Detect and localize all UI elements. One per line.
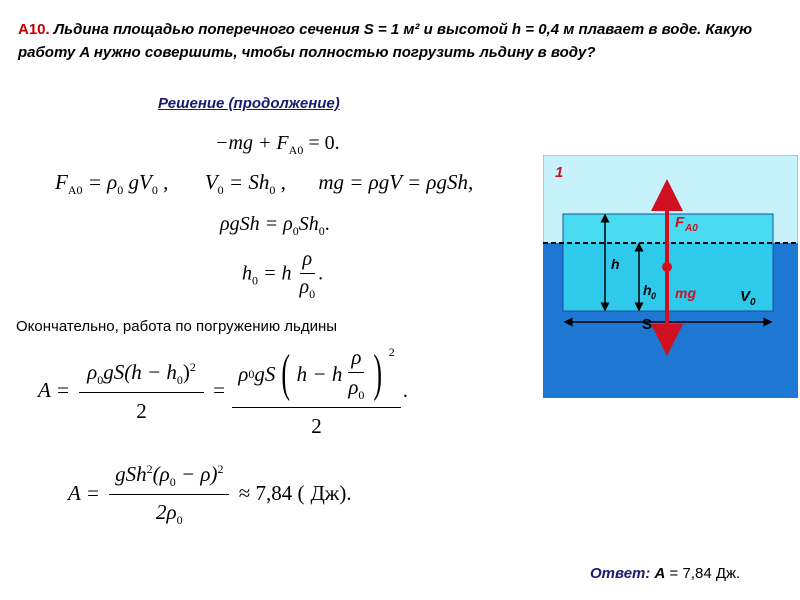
eq5-f1-sup: 2 xyxy=(189,360,196,374)
eq5-inner-den-sub: 0 xyxy=(358,388,365,403)
eq1-end: = 0. xyxy=(303,132,340,154)
eq5-f2-rho: ρ xyxy=(238,361,249,386)
eq3-bsub: 0 xyxy=(318,224,325,238)
eq3-b: Sh xyxy=(298,213,319,235)
eq6-rho0: (ρ xyxy=(152,462,170,486)
eq4-h: h xyxy=(242,262,252,285)
answer-label: Ответ: xyxy=(590,565,651,582)
eq4-den: ρ xyxy=(299,276,310,298)
equation-equilibrium xyxy=(220,213,330,239)
eq2-gv-sub: 0 xyxy=(151,183,158,198)
eq6-den: 2ρ xyxy=(155,500,177,525)
eq5-fraction2: ρ 0 gS ( h − h $\frac{\rho}{\rho_0}$ ) $^2$ 2 xyxy=(232,345,401,439)
solution-title: Решение (продолжение) xyxy=(158,95,340,112)
eq5-f2-rho-sub: 0 xyxy=(248,366,255,381)
answer-value: = 7,84 Дж. xyxy=(665,565,741,582)
eq5-f1-den: 2 xyxy=(136,399,147,424)
eq2-mg: mg = ρgV = ρgSh, xyxy=(318,170,474,194)
eq2-v-sub: 0 xyxy=(217,183,224,198)
eq2-gv: gV xyxy=(123,170,152,194)
gravity-label: mg xyxy=(675,285,696,301)
eq2-comma2: , xyxy=(275,170,286,194)
eq5-f1-rho-sub: 0 xyxy=(97,373,104,388)
answer-var: A xyxy=(654,565,666,582)
eq5-eqsign: = xyxy=(213,377,225,402)
eq6-end: ). xyxy=(339,481,352,505)
eq3-c: . xyxy=(324,213,330,235)
eq2-rho-sub: 0 xyxy=(117,183,124,198)
eq2-f: F xyxy=(55,170,68,194)
eq5-inner-num: ρ xyxy=(351,345,362,369)
answer-line xyxy=(590,565,740,582)
buoyancy-label-sub: A0 xyxy=(685,223,698,234)
eq6-unit: Дж xyxy=(310,481,340,505)
eq5-f1-gs: gS(h − h xyxy=(103,360,177,384)
equation-definitions xyxy=(55,170,473,198)
volume-label: V xyxy=(740,288,751,305)
eq5-fraction1 xyxy=(79,360,204,424)
eq5-lhs: A = xyxy=(38,377,70,402)
center-of-mass-dot xyxy=(662,262,672,272)
eq4-num: ρ xyxy=(302,248,313,270)
equation-work xyxy=(38,345,408,439)
area-label: S xyxy=(642,316,653,333)
problem-number: А10. xyxy=(18,21,50,38)
eq2-rho: = ρ xyxy=(82,170,118,194)
eq2-sh-sub: 0 xyxy=(269,183,276,198)
volume-label-sub: 0 xyxy=(750,297,756,308)
equation-force-balance xyxy=(215,132,340,158)
eq6-sup: 2 xyxy=(217,462,224,476)
conclusion-text: Окончательно, работа по погружению льдины xyxy=(16,318,338,335)
eq4-den-sub: 0 xyxy=(309,287,316,301)
equation-h0 xyxy=(242,248,323,302)
eq6-gsh: gSh xyxy=(115,462,147,486)
eq6-lhs: A = xyxy=(68,481,100,505)
eq2-v: V xyxy=(204,170,218,194)
figure-number: 1 xyxy=(555,164,564,181)
eq5-inner-den: ρ xyxy=(348,375,359,399)
eq3-asub: 0 xyxy=(292,224,299,238)
ice-floe-diagram xyxy=(543,155,798,398)
equation-result xyxy=(68,462,352,528)
eq5-f1-rho: ρ xyxy=(87,360,98,384)
eq5-f2-den: 2 xyxy=(311,414,322,439)
eq6-den-sub: 0 xyxy=(176,513,183,528)
eq5-inner-fraction xyxy=(345,345,367,403)
eq5-f1-close: ) xyxy=(182,360,190,384)
eq5-end: . xyxy=(402,377,408,402)
eq5-f2-h: h − h xyxy=(296,361,343,386)
eq5-f2-gs: gS xyxy=(254,361,276,386)
eq2-sh: = Sh xyxy=(223,170,270,194)
eq4-h-sub: 0 xyxy=(252,273,258,288)
submerged-label-sub: 0 xyxy=(651,291,657,301)
eq4-end: . xyxy=(318,262,324,285)
height-label: h xyxy=(611,256,620,272)
eq4-fraction xyxy=(297,248,319,302)
eq3-a: ρgSh = ρ xyxy=(220,213,293,235)
eq6-gsh-sup: 2 xyxy=(146,462,153,476)
eq6-rho0-sub: 0 xyxy=(169,475,176,490)
problem-text: Льдина площадью поперечного сечения S = 1 м² и высотой h = 0,4 м плавает в воде. Какую работу A нужно совершить, чтобы полностью погрузить льдину в воду? xyxy=(18,21,753,61)
eq5-f1-gs-sub: 0 xyxy=(176,373,183,388)
eq1-part: −mg + F xyxy=(215,132,289,154)
eq1-sub: A0 xyxy=(288,143,304,157)
eq6-rho: − ρ) xyxy=(175,462,218,486)
buoyancy-label: F xyxy=(675,214,685,231)
submerged-label: h xyxy=(643,282,652,298)
eq4-mid: = h xyxy=(258,262,292,285)
eq6-fraction xyxy=(109,462,229,528)
eq5-f2-sup: 2 xyxy=(388,345,395,359)
problem-statement xyxy=(18,18,790,64)
eq6-value: ≈ 7,84 ( xyxy=(238,481,305,505)
eq2-f-sub: A0 xyxy=(67,183,83,198)
eq2-comma1: , xyxy=(157,170,169,194)
